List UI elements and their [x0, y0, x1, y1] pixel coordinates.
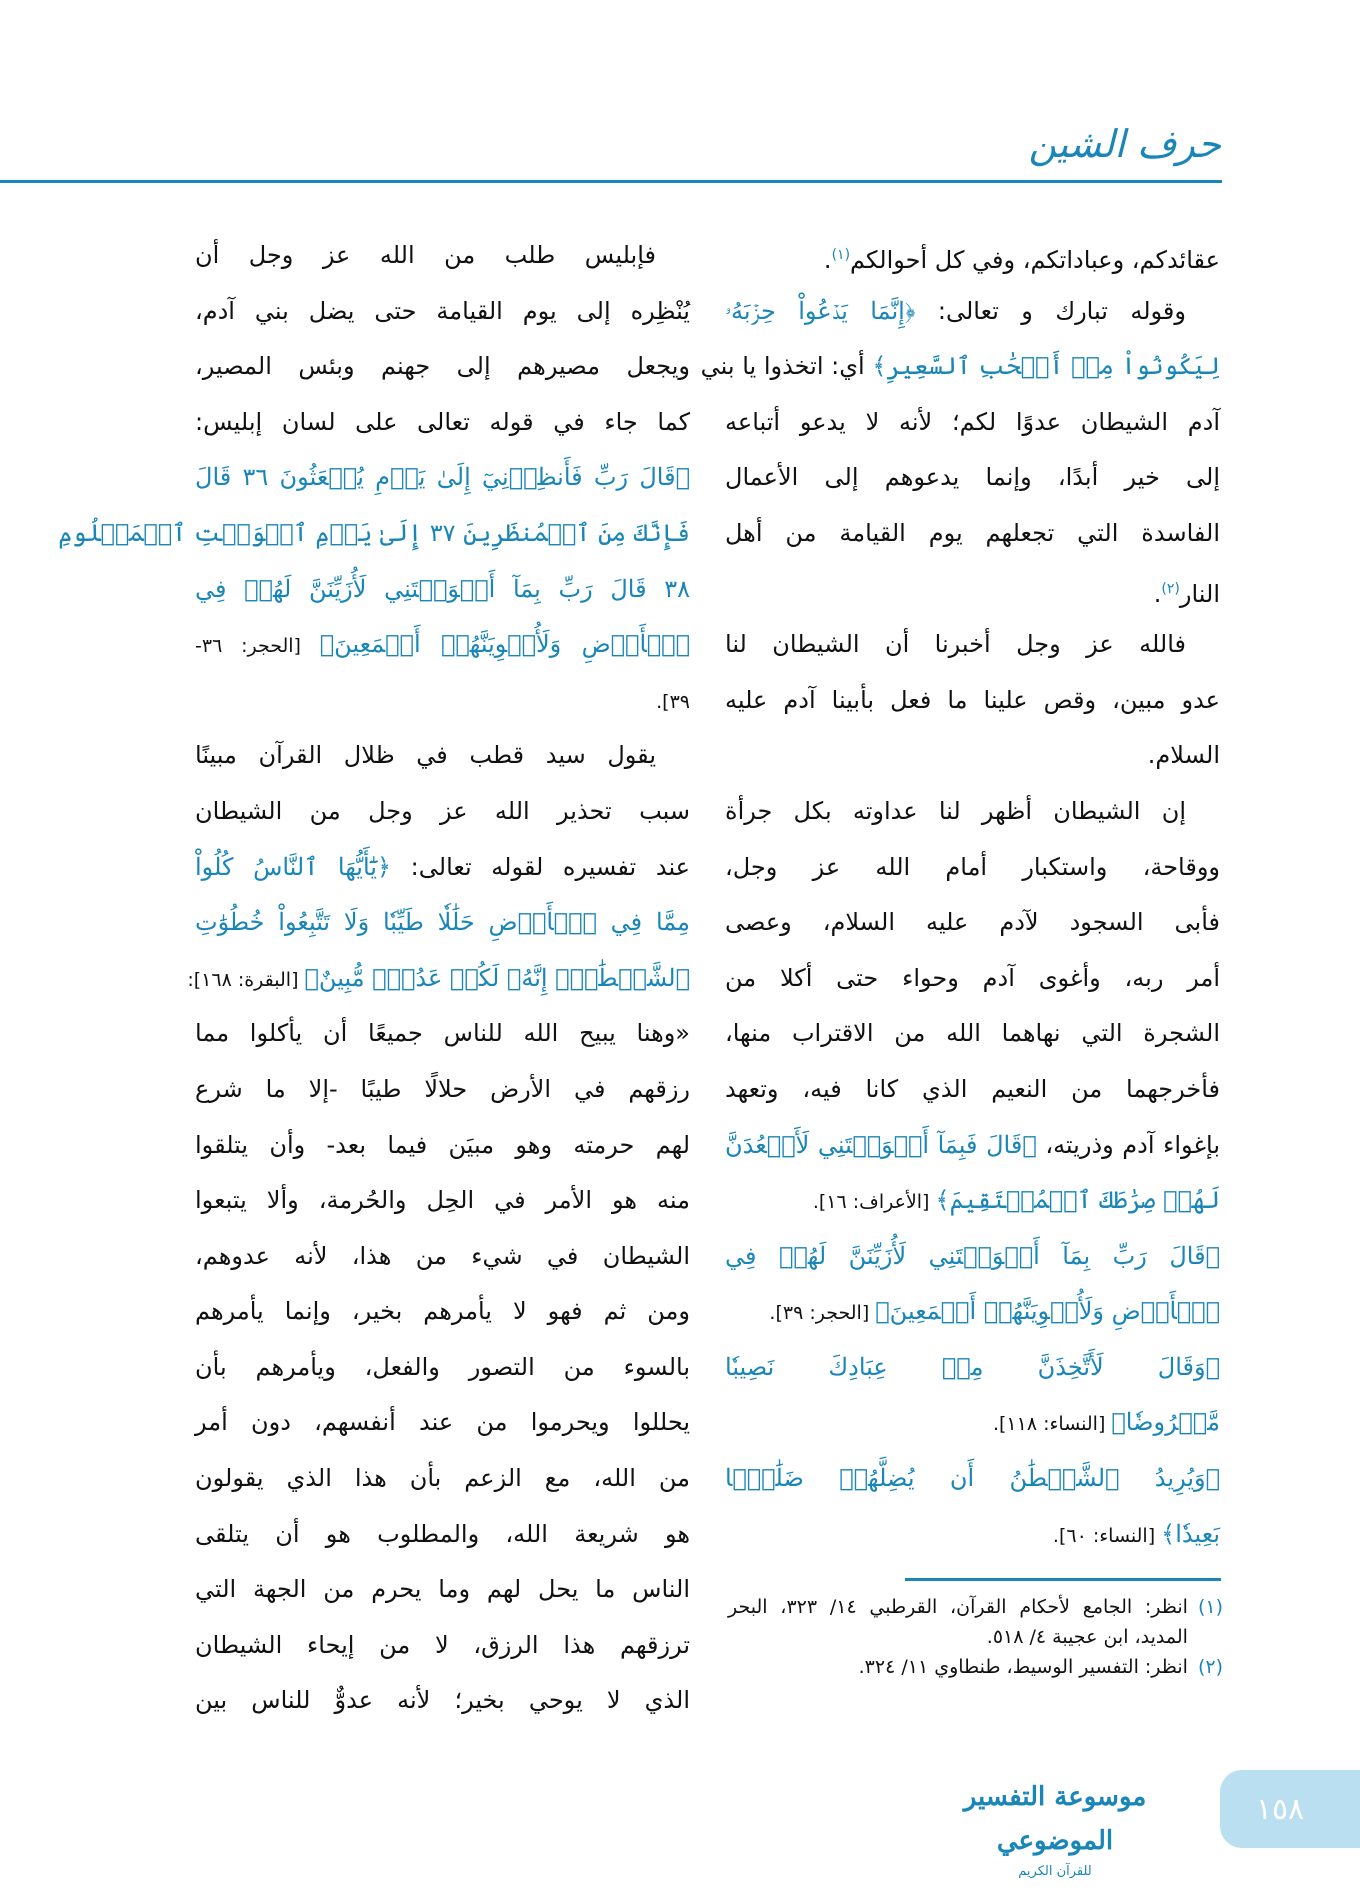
body-text: رزقهم في الأرض حلالًا طيبًا -إلا ما شرع: [195, 1074, 690, 1103]
text-line: [195, 450, 690, 506]
body-text: هو شريعة الله، والمطلوب هو أن يتلقى: [195, 1519, 690, 1548]
body-text: لهم حرمته وهو مبيَن فيما بعد- وأن يتلقوا: [195, 1130, 690, 1159]
body-text: إلى خير أبدًا، وإنما يدعوهم إلى الأعمال: [725, 463, 1220, 492]
quran-verse: ﴿إِنَّمَا يَدۡعُواْ حِزۡبَهُۥ: [725, 296, 916, 325]
footnotes: [728, 1592, 1223, 1682]
footnote-2: [728, 1652, 1223, 1682]
page-number: ١٥٨: [1255, 1791, 1305, 1827]
text-line: [700, 339, 1220, 395]
encyclopedia-logo: [930, 1775, 1180, 1879]
text-line: [725, 728, 1220, 784]
body-text: أمر ربه، وأغوى آدم وحواء حتى أكلا من: [725, 963, 1220, 992]
quran-verse: ﴿يَٰٓأَيُّهَا ٱلنَّاسُ كُلُواْ: [195, 852, 392, 881]
body-text: ويجعل مصيرهم إلى جهنم وبئس المصير،: [195, 352, 690, 381]
body-text: سبب تحذير الله عز وجل من الشيطان: [195, 796, 690, 825]
verse-citation: [البقرة: ١٦٨]:: [187, 968, 305, 991]
verse-citation: [الحجر: ٣٦-: [195, 635, 320, 658]
footnote-number: (١): [1197, 1596, 1223, 1618]
text-line: [195, 895, 690, 951]
text-line: [195, 1618, 690, 1674]
text-line: [725, 1006, 1220, 1062]
body-text: أي: اتخذوا يا بني: [700, 352, 873, 381]
verse-citation: [الأعراف: ١٦].: [812, 1191, 936, 1214]
body-text: «وهنا يبيح الله للناس جميعًا أن يأكلوا مما: [195, 1019, 690, 1048]
text-line: [725, 784, 1220, 840]
body-text: فأبى السجود لآدم عليه السلام، وعصى: [725, 908, 1220, 937]
text-line: [195, 617, 690, 673]
text-line: [195, 784, 690, 840]
chapter-title: حرف الشين: [1028, 122, 1221, 166]
text-line: [195, 1229, 690, 1285]
text-line: [725, 895, 1220, 951]
body-text: منه هو الأمر في الحِل والحُرمة، وألا يتبعوا: [195, 1186, 690, 1215]
right-column: [700, 228, 1220, 1562]
quran-verse: لِيَكُونُواْ مِنۡ أَصۡحَٰبِ ٱلسَّعِيرِ﴾: [872, 352, 1220, 381]
quran-verse: لَهُمۡ صِرَٰطَكَ ٱلۡمُسۡتَقِيمَ﴾: [935, 1186, 1220, 1215]
text-line: [195, 1006, 690, 1062]
footnote-number: (٢): [1197, 1656, 1223, 1678]
body-text: ووقاحة، واستكبار أمام الله عز وجل،: [725, 852, 1220, 881]
text-line: [725, 284, 1220, 340]
quran-verse: ﴿قَالَ فَبِمَآ أَغۡوَيۡتَنِي لَأَقۡعُدَنَّ: [725, 1130, 1037, 1159]
body-text: الفاسدة التي تجعلهم يوم القيامة من أهل: [725, 518, 1220, 547]
text-line: [195, 1451, 690, 1507]
text-line: [195, 1507, 690, 1563]
header-divider: [0, 180, 1222, 183]
text-line: [725, 228, 1220, 284]
text-line: [195, 840, 690, 896]
text-line: [195, 1673, 690, 1729]
left-column: [58, 228, 690, 1729]
text-line: [725, 395, 1220, 451]
quran-verse: ﴿وَيُرِيدُ ٱلشَّيۡطَٰنُ أَن يُضِلَّهُمۡ ضَلَٰلَۢا: [725, 1464, 1220, 1493]
body-text: من الله، مع الزعم بأن هذا الذي يقولون: [195, 1464, 690, 1493]
text-line: [725, 673, 1220, 729]
quran-verse: ٣٨ قَالَ رَبِّ بِمَآ أَغۡوَيۡتَنِي لَأُزَيِّنَنَّ لَهُمۡ فِي: [195, 574, 690, 603]
body-text: ومن ثم فهو لا يأمرهم بخير، وإنما يأمرهم: [195, 1297, 690, 1326]
footnote-text: انظر: التفسير الوسيط، طنطاوي ١١/ ٣٢٤.: [858, 1656, 1188, 1678]
verse-citation: [الحجر: ٣٩].: [769, 1302, 876, 1325]
text-line: [195, 228, 690, 284]
text-line: [725, 1284, 1220, 1340]
body-text: فإبليس طلب من الله عز وجل أن: [195, 241, 656, 269]
footnote-divider: [905, 1578, 1221, 1581]
body-text: يحللوا ويحرموا من عند أنفسهم، دون أمر: [195, 1408, 690, 1437]
body-text: بالسوء من التصور والفعل، ويأمرهم بأن: [195, 1352, 690, 1381]
text-line: [195, 1118, 690, 1174]
quran-verse: ﴿قَالَ رَبِّ فَأَنظِرۡنِيٓ إِلَىٰ يَوۡمِ يُبۡعَثُونَ ٣٦ قَالَ: [195, 463, 690, 492]
text-line: [725, 840, 1220, 896]
text-line: [725, 506, 1220, 562]
body-text: يُنْظِره إلى يوم القيامة حتى يضل بني آدم،: [195, 296, 690, 325]
body-text: فأخرجهما من النعيم الذي كانا فيه، وتعهد: [725, 1074, 1220, 1103]
text-line: [195, 395, 690, 451]
text-line: [725, 1451, 1220, 1507]
text-line: [725, 1340, 1220, 1396]
body-text: وقوله تبارك و تعالى:: [915, 296, 1186, 325]
text-line: [195, 284, 690, 340]
text-line: [195, 1562, 690, 1618]
text-line: [195, 1340, 690, 1396]
quran-verse: ﴿وَقَالَ لَأَتَّخِذَنَّ مِنۡ عِبَادِكَ نَصِيبٗا: [725, 1352, 1220, 1381]
quran-verse: ٱلۡأَرۡضِ وَلَأُغۡوِيَنَّهُمۡ أَجۡمَعِينَ﴾: [319, 630, 690, 659]
body-text: يقول سيد قطب في ظلال القرآن مبينًا: [195, 741, 656, 770]
text-line: [725, 1062, 1220, 1118]
footnote-ref[interactable]: (١): [831, 247, 851, 263]
verse-citation: ٣٩].: [656, 690, 690, 713]
quran-verse: ٱلۡأَرۡضِ وَلَأُغۡوِيَنَّهُمۡ أَجۡمَعِينَ﴾: [875, 1297, 1220, 1326]
text-line: [725, 1173, 1220, 1229]
body-text: الذي لا يوحي بخير؛ لأنه عدوٌّ للناس بين: [195, 1686, 690, 1715]
body-text: عدو مبين، وقص علينا ما فعل بأبينا آدم عليه: [725, 685, 1220, 714]
verse-citation: [النساء: ٦٠].: [1052, 1524, 1162, 1547]
text-line: [725, 1118, 1220, 1174]
text-line: [195, 728, 690, 784]
text-line: [725, 1507, 1220, 1563]
body-text: الناس ما يحل لهم وما يحرم من الجهة التي: [195, 1575, 690, 1604]
text-line: [187, 951, 690, 1007]
body-text: ترزقهم هذا الرزق، لا من إيحاء الشيطان: [195, 1630, 690, 1659]
footnote-ref[interactable]: (٢): [1161, 580, 1180, 597]
body-text: إن الشيطان أظهر لنا عداوته بكل جرأة: [725, 796, 1186, 825]
body-text: فالله عز وجل أخبرنا أن الشيطان لنا: [725, 630, 1186, 659]
body-text: .: [823, 246, 832, 274]
body-text: النار: [1179, 579, 1220, 608]
footnote-1: [728, 1592, 1223, 1652]
body-text: كما جاء في قوله تعالى على لسان إبليس:: [195, 407, 690, 436]
logo-subtitle: للقرآن الكريم: [1018, 1864, 1092, 1879]
text-line: [725, 951, 1220, 1007]
text-line: [725, 1395, 1220, 1451]
text-line: [195, 1284, 690, 1340]
body-text: السلام.: [1147, 741, 1220, 770]
footnote-text: انظر: الجامع لأحكام القرآن، القرطبي ١٤/ ٣٢٣، البحر المديد، ابن عجيبة ٤/ ٥١٨.: [728, 1596, 1188, 1648]
text-line: [195, 1395, 690, 1451]
quran-verse: مِمَّا فِي ٱلۡأَرۡضِ حَلَٰلٗا طَيِّبٗا وَلَا تَتَّبِعُواْ خُطُوَٰتِ: [195, 908, 690, 937]
text-line: [195, 562, 690, 618]
body-text: آدم الشيطان عدوًا لكم؛ لأنه لا يدعو أتباعه: [725, 407, 1220, 436]
text-line: [725, 450, 1220, 506]
text-line: [725, 617, 1220, 673]
text-line: [195, 1062, 690, 1118]
body-text: بإغواء آدم وذريته،: [1036, 1130, 1220, 1159]
page-number-badge: [1220, 1770, 1360, 1848]
quran-verse: فَإِنَّكَ مِنَ ٱلۡمُنظَرِينَ ٣٧ إِلَىٰ يَوۡمِ ٱلۡوَقۡتِ ٱلۡمَعۡلُومِ: [58, 518, 690, 547]
body-text: عقائدكم، وعباداتكم، وفي كل أحوالكم: [850, 246, 1220, 274]
quran-verse: ٱلشَّيۡطَٰنِۚ إِنَّهُۥ لَكُمۡ عَدُوّٞ مُّبِينٌ﴾: [304, 963, 690, 992]
text-line: [725, 1229, 1220, 1285]
quran-verse: مَّفۡرُوضٗا﴾: [1111, 1408, 1220, 1437]
body-text: .: [1153, 579, 1162, 608]
text-line: [195, 339, 690, 395]
body-text: الشيطان في شيء من هذا، لأنه عدوهم،: [195, 1241, 690, 1270]
text-line: [725, 562, 1220, 618]
logo-title: موسوعة التفسير الموضوعي: [963, 1782, 1147, 1856]
verse-citation: [النساء: ١١٨].: [992, 1413, 1112, 1436]
text-line: [195, 1173, 690, 1229]
body-text: الشجرة التي نهاهما الله من الاقتراب منها،: [725, 1019, 1220, 1048]
body-text: عند تفسيره لقوله تعالى:: [391, 852, 690, 881]
text-line: [195, 673, 690, 729]
quran-verse: بَعِيدٗا﴾: [1161, 1519, 1220, 1548]
quran-verse: ﴿قَالَ رَبِّ بِمَآ أَغۡوَيۡتَنِي لَأُزَيِّنَنَّ لَهُمۡ فِي: [725, 1241, 1220, 1270]
text-line: [58, 506, 690, 562]
